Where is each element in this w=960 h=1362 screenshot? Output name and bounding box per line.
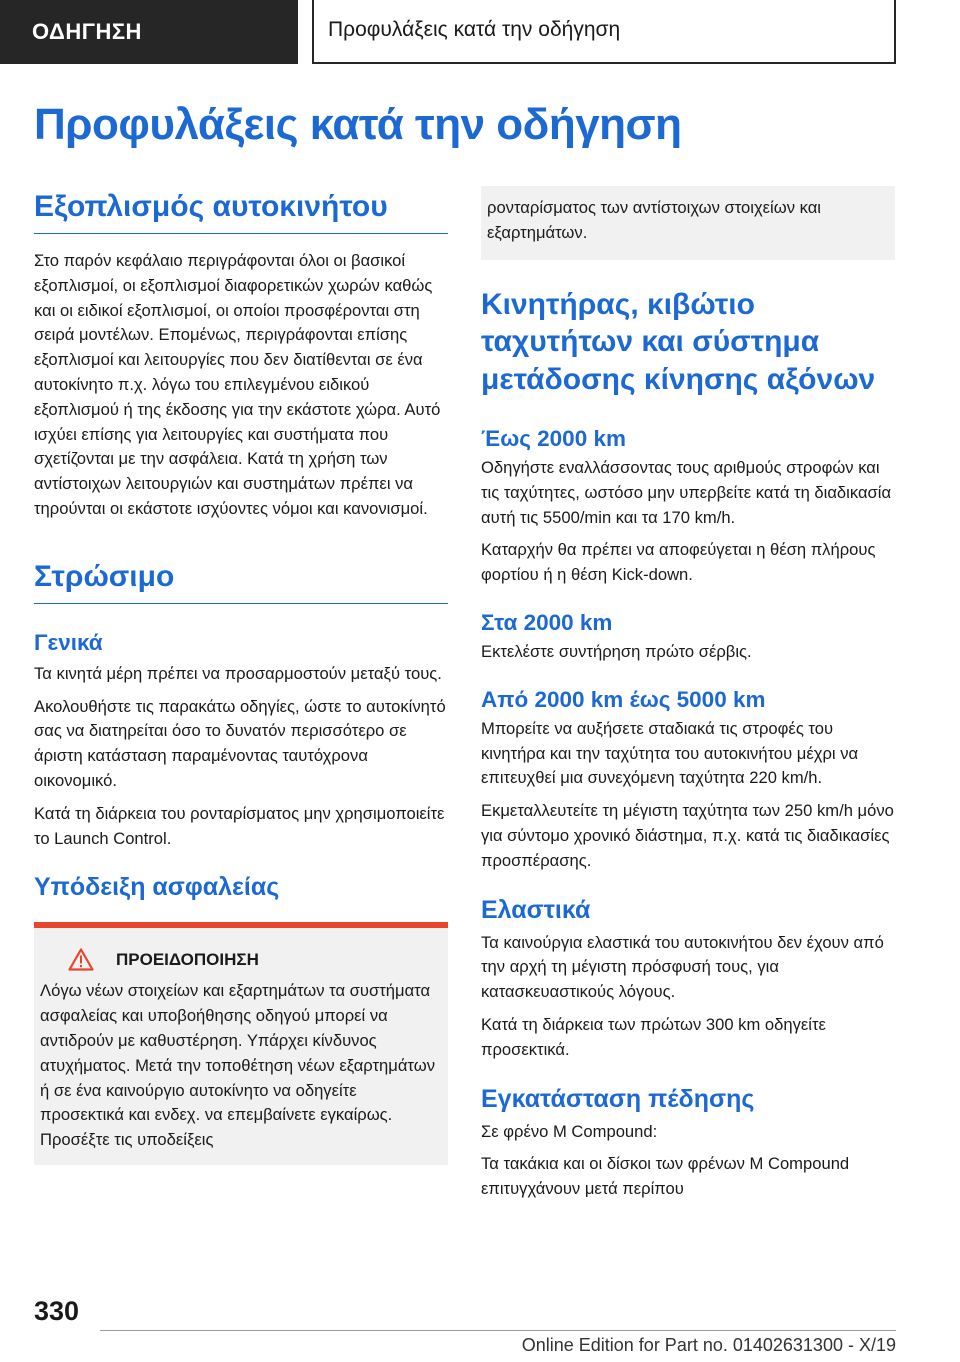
warning-continuation-box — [481, 186, 895, 260]
warning-box — [34, 928, 448, 1165]
footer-edition: Online Edition for Part no. 01402631300 - X/19 — [521, 1335, 896, 1355]
section-tab: ΟΔΗΓΗΣΗ — [0, 0, 298, 64]
equipment-text: Στο παρόν κεφάλαιο περιγράφονται όλοι οι βασικοί εξοπλισμοί, οι εξοπλισμοί διαφορετικών χωρών καθώς και οι ειδικοί εξοπλισμοί, οι οποίοι προσφέρονται στη σειρά μοντέλων. Επομένως, περιγράφονται επίσης εξοπλισμοί και λειτουργίες που δεν διατίθενται σε ένα αυτοκίνητο π.χ. λόγω του επιλεγμένου ειδικού εξοπλισμού ή της έκδοσης για την εκάστοτε χώρα. Αυτό ισχύει επίσης για λειτουργίες και συστήματα που σχετίζονται με την ασφάλεια. Κατά τη χρήση των αντίστοιχων λειτουργιών και συστημάτων πρέπει να τηρούνται οι εκάστοτε ισχύοντες νόμοι και κανονισμοί. — [34, 251, 441, 518]
heading-at-2000: Στα 2000 km — [481, 610, 613, 636]
heading-up-to-2000: Έως 2000 km — [481, 426, 626, 452]
header-title: Προφυλάξεις κατά την οδήγηση — [312, 0, 896, 64]
brakes-paragraph-1: Σε φρένο M Compound: — [481, 1121, 658, 1141]
heading-equipment: Εξοπλισμός αυτοκινήτου — [34, 190, 448, 234]
up-to-2000-paragraph-1: Οδηγήστε εναλλάσσοντας τους αριθμούς στροφών και τις ταχύτητες, ωστόσο μην υπερβείτε κατά τη διαδικασία αυτή τις 5500/min και τα 170 km/h. — [481, 458, 892, 527]
tyres-paragraph-2: Κατά τη διάρκεια των πρώτων 300 km οδηγείτε προσεκτικά. — [481, 1015, 826, 1059]
right-column — [481, 186, 895, 1202]
heading-brakes: Εγκατάσταση πέδησης — [481, 1084, 755, 1113]
tyres-paragraph-1: Τα καινούργια ελαστικά του αυτοκινήτου δεν έχουν από την αρχή τη μέγιστη πρόσφυσή τους, για κατασκευαστικούς λόγους. — [481, 932, 884, 1002]
warning-title: ΠΡΟΕΙΔΟΠΟΙΗΣΗ — [116, 949, 259, 969]
heading-2000-to-5000: Από 2000 km έως 5000 km — [481, 686, 766, 712]
page-number: 330 — [34, 1296, 80, 1326]
at-2000-paragraph: Εκτελέστε συντήρηση πρώτο σέρβις. — [481, 642, 752, 662]
page-title: Προφυλάξεις κατά την οδήγηση — [34, 100, 682, 149]
brakes-paragraph-2: Τα τακάκια και οι δίσκοι των φρένων M Compound επιτυγχάνουν μετά περίπου — [481, 1154, 850, 1199]
warning-triangle-icon — [68, 948, 94, 971]
general-paragraph-3: Κατά τη διάρκεια του ρονταρίσματος μην χρησιμοποιείτε το Launch Control. — [34, 803, 445, 848]
2000-to-5000-paragraph-1: Μπορείτε να αυξήσετε σταδιακά τις στροφές του κινητήρα και την ταχύτητα του αυτοκινήτου μέχρι να επιτευχθεί μια συνεχόμενη ταχύτητα 220 km/h. — [481, 718, 859, 788]
up-to-2000-paragraph-2: Καταρχήν θα πρέπει να αποφεύγεται η θέση πλήρους φορτίου ή η θέση Kick-down. — [481, 540, 876, 585]
2000-to-5000-paragraph-2: Εκμεταλλευτείτε τη μέγιστη ταχύτητα των 250 km/h μόνο για σύντομο χρονικό διάστημα, π.χ. κατά τις διαδικασίες προσπέρασης. — [481, 801, 894, 870]
warning-text: Λόγω νέων στοιχείων και εξαρτημάτων τα συστήματα ασφαλείας και υποβοήθησης οδηγού μπορεί να αντιδρούν με καθυστέρηση. Υπάρχει κίνδυνος ατυχήματος. Μετά την τοποθέτηση νέων εξαρτημάτων ή σε ένα καινούργιο αυτοκίνητο να οδηγείτε προσεκτικά και ενδεχ. να επεμβαίνετε εγκαίρως. Προσέξτε τις υποδείξεις — [40, 981, 436, 1150]
heading-safety-note: Υπόδειξη ασφαλείας — [34, 873, 280, 902]
left-column — [34, 190, 448, 1165]
heading-tyres: Ελαστικά — [481, 895, 591, 924]
general-paragraph-1: Τα κινητά μέρη πρέπει να προσαρμοστούν μεταξύ τους. — [34, 663, 442, 683]
heading-engine-transmission: Κινητήρας, κιβώτιο ταχυτήτων και σύστημα μετάδοσης κίνησης αξόνων — [481, 287, 876, 396]
general-paragraph-2: Ακολουθήστε τις παρακάτω οδηγίες, ώστε το αυτοκίνητό σας να διατηρείται όσο το δυνατόν περισσότερο σε άριστη κατάσταση παραμένοντας ταυτόχρονα οικονομικό. — [34, 696, 446, 790]
heading-break-in: Στρώσιμο — [34, 560, 448, 604]
warning-continuation-text: ρονταρίσματος των αντίστοιχων στοιχείων και εξαρτημάτων. — [487, 198, 821, 242]
heading-general: Γενικά — [34, 629, 103, 655]
footer-divider — [100, 1330, 896, 1331]
